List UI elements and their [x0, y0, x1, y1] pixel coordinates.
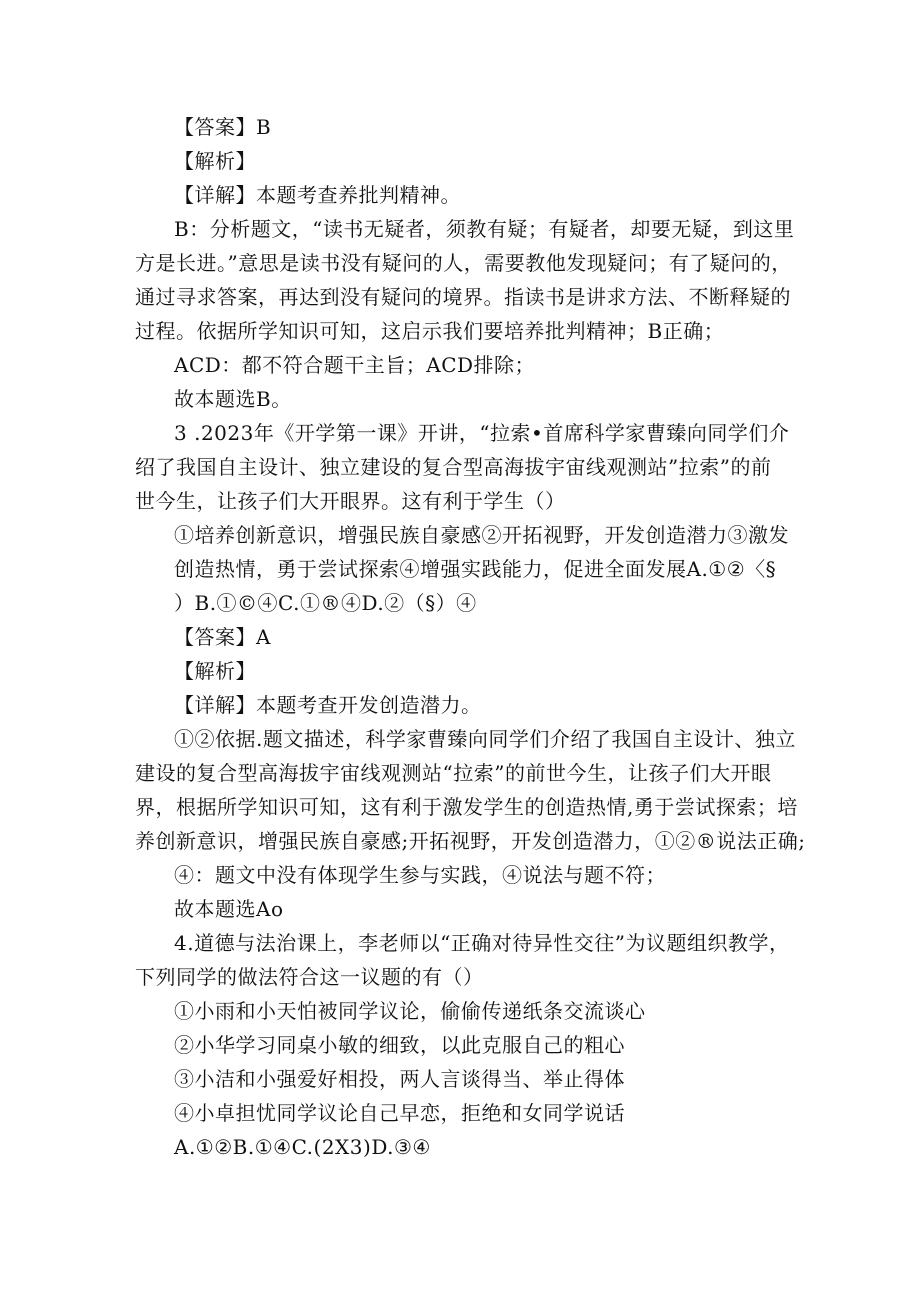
analysis-label-q3: 【解析】 [174, 659, 256, 683]
detail-label-q2: 【详解】本题考查养批判精神。 [174, 183, 461, 207]
explanation-line: B：分析题文，“读书无疑者，须教有疑；有疑者，却要无疑，到这里 [174, 217, 795, 241]
explanation-line: 方是长进。”意思是读书没有疑问的人，需要教他发现疑问；有了疑问的， [135, 251, 792, 275]
explanation-line: ④：题文中没有体现学生参与实践，④说法与题不符； [174, 863, 666, 887]
explanation-line: 过程。依据所学知识可知，这启示我们要培养批判精神；B正确； [135, 319, 725, 343]
question-4-option: ①小雨和小天怕被同学议论，偷偷传递纸条交流谈心 [174, 999, 646, 1023]
conclusion-line: 故本题选B。 [174, 387, 292, 411]
explanation-line: 养创新意识，增强民族自豪感;开拓视野，开发创造潜力，①②®说法正确; [135, 829, 806, 853]
question-4-option: ③小洁和小强爱好相投，两人言谈得当、举止得体 [174, 1067, 625, 1091]
question-4-option: ④小卓担忧同学议论自己早恋，拒绝和女同学说话 [174, 1101, 625, 1125]
question-4-stem: 下列同学的做法符合这一议题的有（） [135, 965, 484, 989]
explanation-line: ACD：都不符合题干主旨；ACD排除； [174, 353, 536, 377]
question-3-stem: 3 .2023年《开学第一课》开讲，“拉索•首席科学家曹臻向同学们介 [174, 421, 790, 445]
question-3-options: ①培养创新意识，增强民族自豪感②开拓视野，开发创造潜力③激发 [174, 523, 789, 547]
explanation-line: 建设的复合型高海拔宇宙线观测站“拉索”的前世今生，让孩子们大开眼 [135, 761, 772, 785]
explanation-line: ①②依据.题文描述，科学家曹臻向同学们介绍了我国自主设计、独立 [174, 727, 796, 751]
question-4-option: ②小华学习同桌小敏的细致，以此克服自己的粗心 [174, 1033, 625, 1057]
answer-label-q2: 【答案】B [174, 115, 272, 139]
question-3-choices: ）B.①©④C.①®④D.②（§）④ [174, 591, 477, 615]
question-3-stem: 绍了我国自主设计、独立建设的复合型高海拔宇宙线观测站”拉索”的前 [135, 455, 772, 479]
question-3-stem: 世今生，让孩子们大开眼界。这有利于学生（） [135, 489, 566, 513]
question-3-options: 创造热情，勇于尝试探索④增强实践能力，促进全面发展A.①②〈§ [174, 557, 777, 581]
conclusion-line: 故本题选Ao [174, 897, 284, 921]
analysis-label-q2: 【解析】 [174, 149, 256, 173]
detail-label-q3: 【详解】本题考查开发创造潜力。 [174, 693, 482, 717]
explanation-line: 通过寻求答案，再达到没有疑问的境界。指读书是讲求方法、不断释疑的 [135, 285, 791, 309]
question-4-choices: A.①②B.①④C.(2X3)D.③④ [174, 1135, 431, 1159]
explanation-line: 界，根据所学知识可知，这有利于激发学生的创造热情,勇于尝试探索；培 [135, 795, 798, 819]
answer-label-q3: 【答案】A [174, 625, 271, 649]
question-4-stem: 4.道德与法治课上，李老师以“正确对待异性交往”为议题组织教学， [174, 931, 790, 955]
